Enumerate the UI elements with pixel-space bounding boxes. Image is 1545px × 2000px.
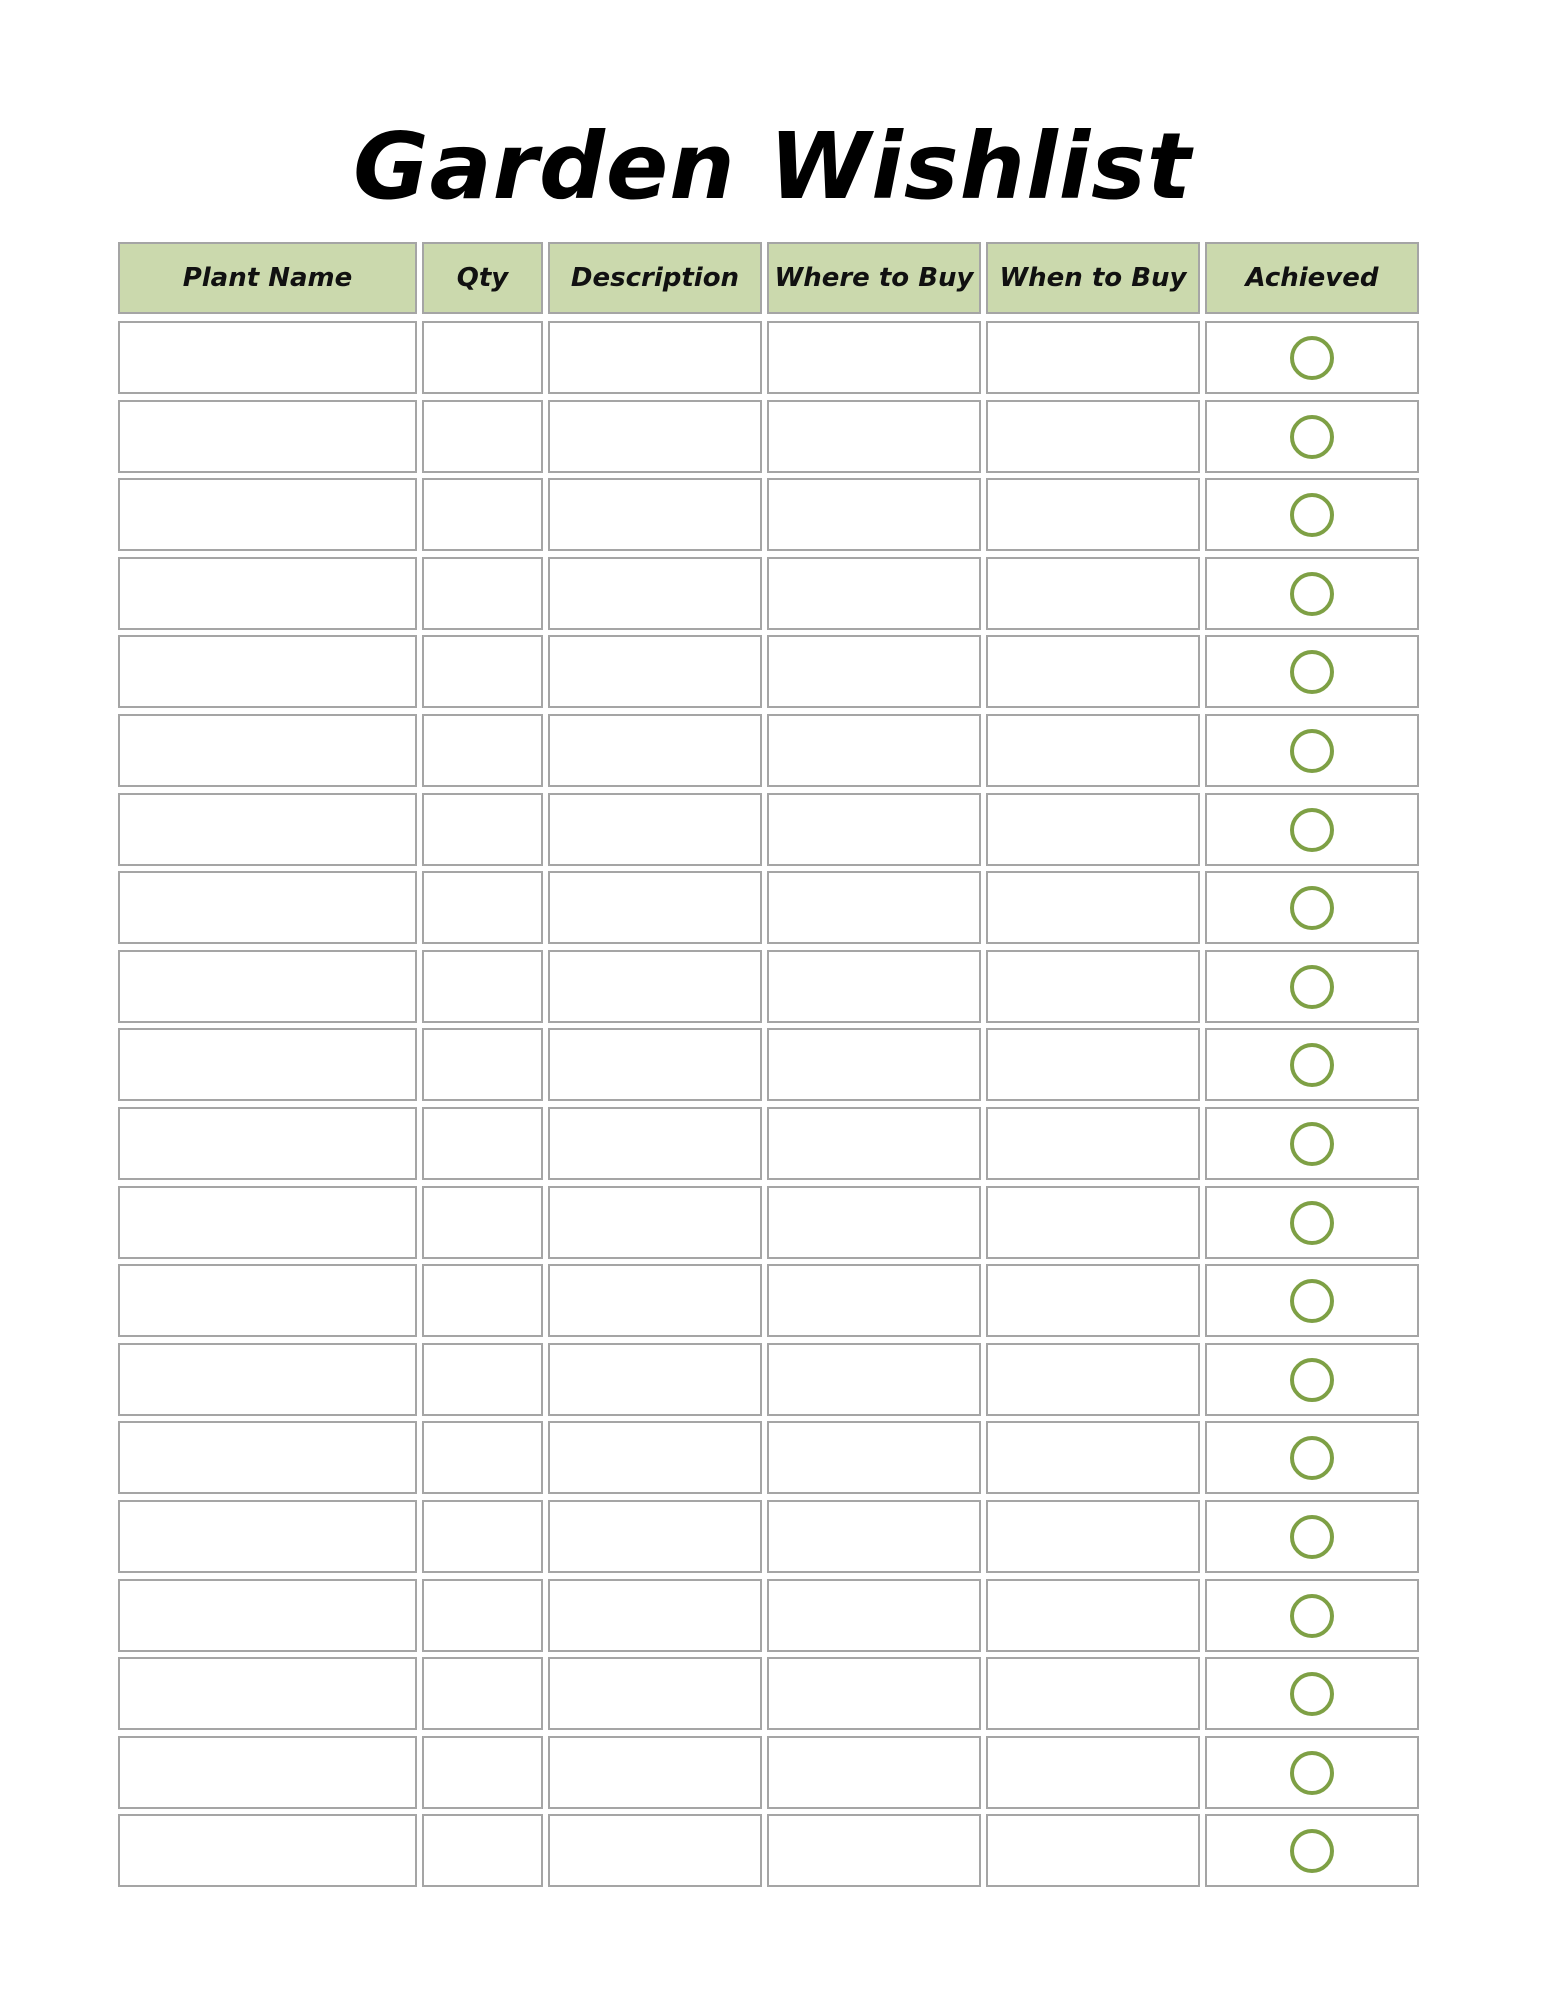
when-to-buy-cell[interactable] <box>986 557 1200 630</box>
circle-checkbox-icon[interactable] <box>1290 1436 1334 1480</box>
where-to-buy-cell[interactable] <box>767 478 981 551</box>
achieved-cell[interactable] <box>1205 1343 1419 1416</box>
description-cell[interactable] <box>548 714 762 787</box>
header-where-to-buy: Where to Buy <box>767 242 981 314</box>
achieved-cell[interactable] <box>1205 950 1419 1023</box>
circle-checkbox-icon[interactable] <box>1290 1515 1334 1559</box>
plant-name-cell[interactable] <box>118 950 417 1023</box>
achieved-cell[interactable] <box>1205 1814 1419 1887</box>
header-plant-name: Plant Name <box>118 242 417 314</box>
description-cell[interactable] <box>548 321 762 394</box>
circle-checkbox-icon[interactable] <box>1290 1672 1334 1716</box>
where-to-buy-cell[interactable] <box>767 1814 981 1887</box>
achieved-cell[interactable] <box>1205 321 1419 394</box>
achieved-cell[interactable] <box>1205 635 1419 708</box>
description-cell[interactable] <box>548 635 762 708</box>
achieved-cell[interactable] <box>1205 478 1419 551</box>
where-to-buy-cell[interactable] <box>767 1264 981 1337</box>
description-cell[interactable] <box>548 1500 762 1573</box>
when-to-buy-cell[interactable] <box>986 400 1200 473</box>
achieved-cell[interactable] <box>1205 557 1419 630</box>
description-cell[interactable] <box>548 1579 762 1652</box>
qty-cell[interactable] <box>422 1657 543 1730</box>
when-to-buy-cell[interactable] <box>986 1421 1200 1494</box>
plant-name-cell[interactable] <box>118 557 417 630</box>
achieved-cell[interactable] <box>1205 1500 1419 1573</box>
where-to-buy-cell[interactable] <box>767 1579 981 1652</box>
qty-cell[interactable] <box>422 871 543 944</box>
circle-checkbox-icon[interactable] <box>1290 493 1334 537</box>
description-cell[interactable] <box>548 1657 762 1730</box>
description-cell[interactable] <box>548 1736 762 1809</box>
where-to-buy-cell[interactable] <box>767 1500 981 1573</box>
where-to-buy-cell[interactable] <box>767 321 981 394</box>
qty-cell[interactable] <box>422 478 543 551</box>
achieved-cell[interactable] <box>1205 714 1419 787</box>
when-to-buy-cell[interactable] <box>986 1186 1200 1259</box>
plant-name-cell[interactable] <box>118 478 417 551</box>
qty-cell[interactable] <box>422 1028 543 1101</box>
description-cell[interactable] <box>548 1814 762 1887</box>
when-to-buy-cell[interactable] <box>986 478 1200 551</box>
circle-checkbox-icon[interactable] <box>1290 650 1334 694</box>
where-to-buy-cell[interactable] <box>767 1028 981 1101</box>
where-to-buy-cell[interactable] <box>767 1657 981 1730</box>
where-to-buy-cell[interactable] <box>767 793 981 866</box>
achieved-cell[interactable] <box>1205 1186 1419 1259</box>
achieved-cell[interactable] <box>1205 1264 1419 1337</box>
when-to-buy-cell[interactable] <box>986 1343 1200 1416</box>
circle-checkbox-icon[interactable] <box>1290 1358 1334 1402</box>
description-cell[interactable] <box>548 793 762 866</box>
plant-name-cell[interactable] <box>118 1343 417 1416</box>
description-cell[interactable] <box>548 871 762 944</box>
plant-name-cell[interactable] <box>118 1421 417 1494</box>
when-to-buy-cell[interactable] <box>986 321 1200 394</box>
when-to-buy-cell[interactable] <box>986 793 1200 866</box>
when-to-buy-cell[interactable] <box>986 1736 1200 1809</box>
when-to-buy-cell[interactable] <box>986 1107 1200 1180</box>
where-to-buy-cell[interactable] <box>767 400 981 473</box>
circle-checkbox-icon[interactable] <box>1290 1122 1334 1166</box>
plant-name-cell[interactable] <box>118 1657 417 1730</box>
when-to-buy-cell[interactable] <box>986 1657 1200 1730</box>
plant-name-cell[interactable] <box>118 1028 417 1101</box>
plant-name-cell[interactable] <box>118 1186 417 1259</box>
plant-name-cell[interactable] <box>118 714 417 787</box>
qty-cell[interactable] <box>422 321 543 394</box>
plant-name-cell[interactable] <box>118 871 417 944</box>
where-to-buy-cell[interactable] <box>767 635 981 708</box>
plant-name-cell[interactable] <box>118 321 417 394</box>
when-to-buy-cell[interactable] <box>986 714 1200 787</box>
where-to-buy-cell[interactable] <box>767 714 981 787</box>
where-to-buy-cell[interactable] <box>767 950 981 1023</box>
description-cell[interactable] <box>548 478 762 551</box>
where-to-buy-cell[interactable] <box>767 1736 981 1809</box>
description-cell[interactable] <box>548 1264 762 1337</box>
circle-checkbox-icon[interactable] <box>1290 572 1334 616</box>
qty-cell[interactable] <box>422 1421 543 1494</box>
plant-name-cell[interactable] <box>118 635 417 708</box>
when-to-buy-cell[interactable] <box>986 1814 1200 1887</box>
plant-name-cell[interactable] <box>118 1579 417 1652</box>
achieved-cell[interactable] <box>1205 871 1419 944</box>
plant-name-cell[interactable] <box>118 1736 417 1809</box>
achieved-cell[interactable] <box>1205 1028 1419 1101</box>
circle-checkbox-icon[interactable] <box>1290 415 1334 459</box>
description-cell[interactable] <box>548 1186 762 1259</box>
circle-checkbox-icon[interactable] <box>1290 729 1334 773</box>
qty-cell[interactable] <box>422 1500 543 1573</box>
circle-checkbox-icon[interactable] <box>1290 886 1334 930</box>
description-cell[interactable] <box>548 400 762 473</box>
achieved-cell[interactable] <box>1205 1736 1419 1809</box>
when-to-buy-cell[interactable] <box>986 1579 1200 1652</box>
circle-checkbox-icon[interactable] <box>1290 1751 1334 1795</box>
plant-name-cell[interactable] <box>118 793 417 866</box>
plant-name-cell[interactable] <box>118 1500 417 1573</box>
when-to-buy-cell[interactable] <box>986 1028 1200 1101</box>
achieved-cell[interactable] <box>1205 1579 1419 1652</box>
circle-checkbox-icon[interactable] <box>1290 808 1334 852</box>
description-cell[interactable] <box>548 1343 762 1416</box>
qty-cell[interactable] <box>422 557 543 630</box>
achieved-cell[interactable] <box>1205 1421 1419 1494</box>
circle-checkbox-icon[interactable] <box>1290 1043 1334 1087</box>
achieved-cell[interactable] <box>1205 400 1419 473</box>
header-qty: Qty <box>422 242 543 314</box>
qty-cell[interactable] <box>422 1186 543 1259</box>
when-to-buy-cell[interactable] <box>986 1500 1200 1573</box>
where-to-buy-cell[interactable] <box>767 1107 981 1180</box>
plant-name-cell[interactable] <box>118 1107 417 1180</box>
qty-cell[interactable] <box>422 793 543 866</box>
header-description: Description <box>548 242 762 314</box>
description-cell[interactable] <box>548 557 762 630</box>
circle-checkbox-icon[interactable] <box>1290 1279 1334 1323</box>
header-when-to-buy: When to Buy <box>986 242 1200 314</box>
where-to-buy-cell[interactable] <box>767 557 981 630</box>
plant-name-cell[interactable] <box>118 400 417 473</box>
description-cell[interactable] <box>548 1107 762 1180</box>
where-to-buy-cell[interactable] <box>767 1343 981 1416</box>
achieved-cell[interactable] <box>1205 793 1419 866</box>
achieved-cell[interactable] <box>1205 1657 1419 1730</box>
circle-checkbox-icon[interactable] <box>1290 1594 1334 1638</box>
header-achieved: Achieved <box>1205 242 1419 314</box>
qty-cell[interactable] <box>422 1736 543 1809</box>
when-to-buy-cell[interactable] <box>986 1264 1200 1337</box>
circle-checkbox-icon[interactable] <box>1290 336 1334 380</box>
achieved-cell[interactable] <box>1205 1107 1419 1180</box>
circle-checkbox-icon[interactable] <box>1290 1201 1334 1245</box>
qty-cell[interactable] <box>422 950 543 1023</box>
plant-name-cell[interactable] <box>118 1264 417 1337</box>
qty-cell[interactable] <box>422 714 543 787</box>
qty-cell[interactable] <box>422 1579 543 1652</box>
qty-cell[interactable] <box>422 635 543 708</box>
page-title: Garden Wishlist <box>353 113 1192 220</box>
circle-checkbox-icon[interactable] <box>1290 965 1334 1009</box>
qty-cell[interactable] <box>422 1107 543 1180</box>
qty-cell[interactable] <box>422 400 543 473</box>
when-to-buy-cell[interactable] <box>986 950 1200 1023</box>
description-cell[interactable] <box>548 950 762 1023</box>
description-cell[interactable] <box>548 1421 762 1494</box>
description-cell[interactable] <box>548 1028 762 1101</box>
circle-checkbox-icon[interactable] <box>1290 1829 1334 1873</box>
qty-cell[interactable] <box>422 1814 543 1887</box>
qty-cell[interactable] <box>422 1264 543 1337</box>
where-to-buy-cell[interactable] <box>767 1421 981 1494</box>
plant-name-cell[interactable] <box>118 1814 417 1887</box>
where-to-buy-cell[interactable] <box>767 1186 981 1259</box>
when-to-buy-cell[interactable] <box>986 871 1200 944</box>
qty-cell[interactable] <box>422 1343 543 1416</box>
when-to-buy-cell[interactable] <box>986 635 1200 708</box>
where-to-buy-cell[interactable] <box>767 871 981 944</box>
